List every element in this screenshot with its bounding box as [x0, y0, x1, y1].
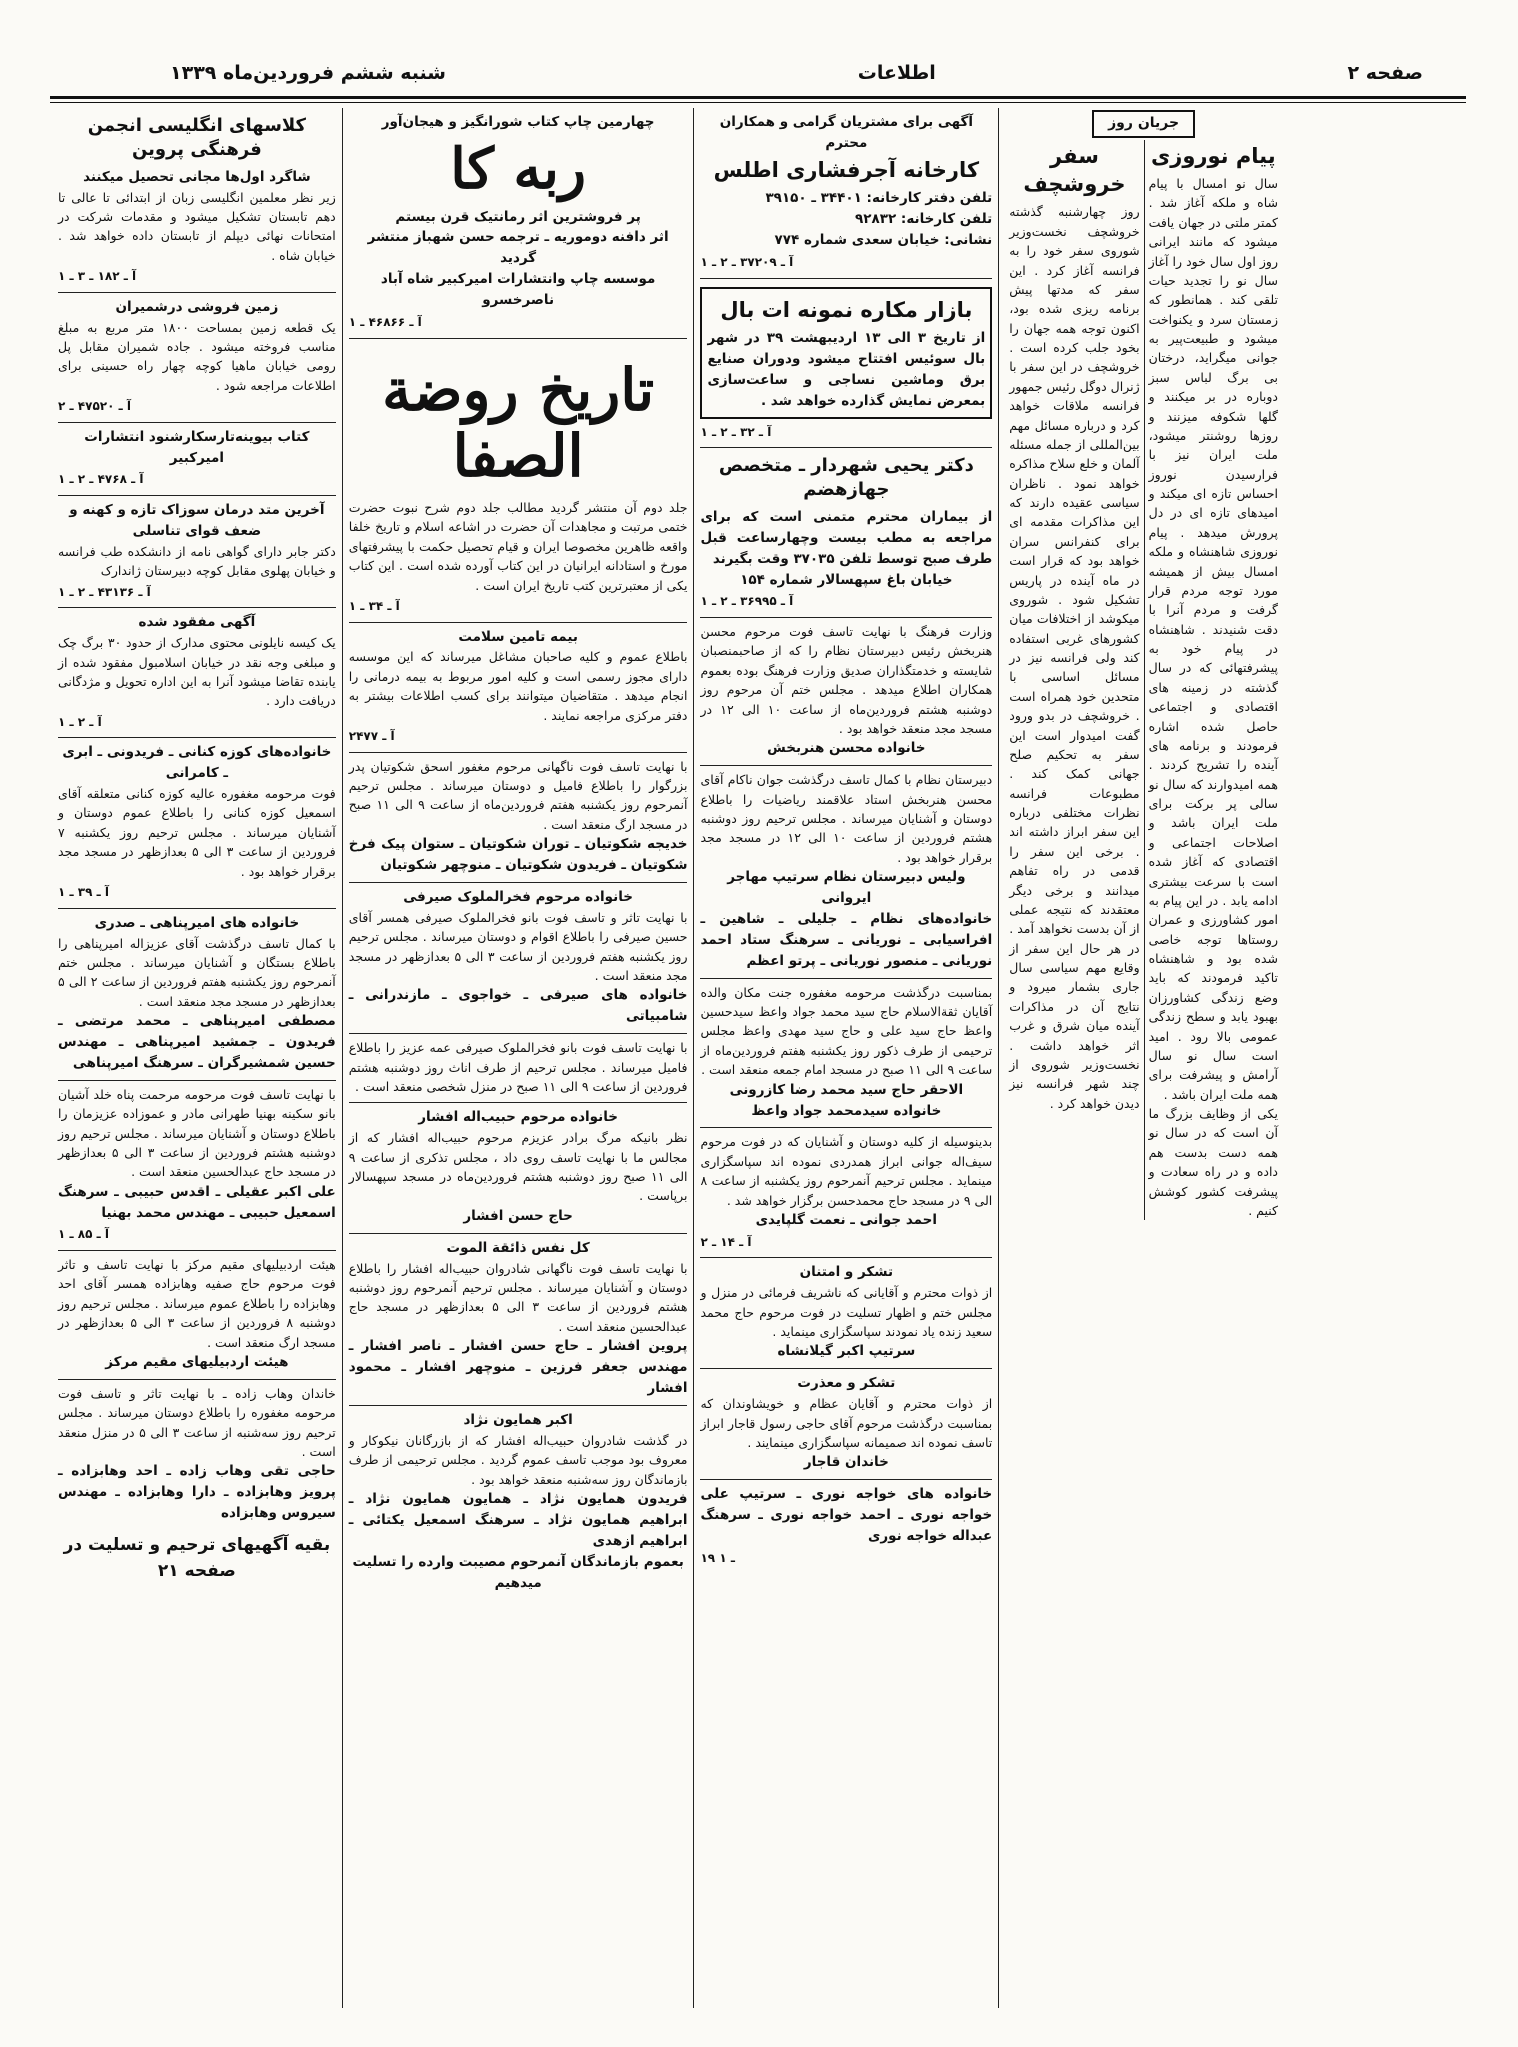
section-tag: جریان روز — [1092, 110, 1195, 138]
obituary — [700, 618, 992, 766]
obituary-title: خانواده سیدمحمد جواد واعظ — [751, 1102, 942, 1119]
obituary — [58, 1251, 336, 1380]
obituary-title: اکبر همایون نژاد — [463, 1411, 573, 1428]
obituary-text: دبیرستان نظام با کمال تاسف درگذشت جوان ناکام آقای محسن هنربخش استاد علاقمند ریاضیات را باطلاع دوستان و آشنایان میرساند . مجلس ترحیم روز دوشنبه هشتم فروردین از ساعت ۱۰ الی ۱۲ در مسجد مجد برقرار خواهد بود . — [700, 772, 993, 865]
obituary-title: احمد جوانی ـ نعمت گلپایدی — [755, 1211, 938, 1228]
ad-code: آ ـ ۲۴۷۷ — [348, 728, 395, 743]
doctor-text: از بیماران محترم متمنی است که برای مراجعه به مطب بیست وچهارساعت قبل طرف صبح توسط تلفن ۳۷۰۳۵ وقت بگیرند — [700, 508, 993, 567]
obituary-text: با نهایت تاثر و تاسف فوت بانو فخرالملوک صیرفی همسر آقای حسین صیرفی را باطلاع اقوام و دوستان میرساند . مجلس ترحیم روز یکشنبه هفتم فروردین از ساعت ۳ الی ۵ بعدازظهر در مسجد مجد منعقد است . — [348, 909, 688, 983]
obituary-names: حاجی تقی وهاب زاده ـ احد وهابزاده ـ پرویز وهابزاده ـ دارا وهابزاده ـ مهندس سیروس وهابزاده — [58, 1463, 336, 1522]
insurance-ad — [349, 623, 688, 753]
ad-code: آ ـ ۳۷۲۰۹ ـ ۲ ـ ۱ — [700, 254, 794, 269]
obituary-names: فریدون همایون نژاد ـ همایون همایون نژاد ـ ابراهیم همایون نژاد ـ سرهنگ اسمعیل یکتائی ـ ابراهیم ازهدی — [348, 1490, 688, 1549]
newspaper-page — [52, 108, 1288, 2008]
obituary — [349, 883, 688, 1034]
obituary-title: خانواده های امیرپناهی ـ صدری — [94, 914, 300, 931]
obituary-sign: حاج حسن افشار — [463, 1207, 573, 1224]
rowzat-title: تاریخ روضة الصفا — [382, 355, 655, 491]
obituary — [700, 1128, 992, 1258]
ad-code: آ ـ ۳۴ ـ ۱ — [348, 598, 400, 613]
closing-text: یکی از وظایف بزرگ ما آن است که در سال نو همه دست بدست هم داده و در راه سعادت و پیشرفت کشور کوشش کنیم . — [1148, 1106, 1278, 1218]
obituary — [349, 1406, 688, 1600]
book-author: اثر دافنه دوموریه ـ ترجمه حسن شهباز منتشر گردید — [367, 229, 669, 267]
obituary-text: هیئت اردبیلیهای مقیم مرکز با نهایت تاسف و تاثر فوت مرحوم حاج صفیه وهابزاده همسر آقای احد وهابزاده را باطلاع عموم میرساند . مجلس ترحیم روز دوشنبه ۸ فروردین از ساعت ۳ الی ۵ بعدازظهر در مسجد ارگ منعقد است . — [58, 1257, 336, 1350]
obituary-names: خانواده های صیرفی ـ خواجوی ـ مازندرانی ـ شامبیاتی — [348, 987, 688, 1025]
obituary-text: بدینوسیله از کلیه دوستان و آشنایان که در فوت مرحوم سیف‌اله جوانی ابراز همدردی نموده اند سپاسگزاری مینماید . مجلس ترحیم آنمرحوم روز یکشنبه از ساعت ۸ الی ۹ در مسجد حاج محمدحسن برگزار خواهد شد . — [700, 1134, 993, 1208]
column-ads-2 — [342, 108, 694, 2008]
insurance-title: بیمه تامین سلامت — [458, 628, 578, 645]
lost-title: آگهی مفقود شده — [138, 614, 256, 631]
column-ads-3 — [52, 108, 342, 2008]
class-text: زیر نظر معلمین انگلیسی زبان از ابتدائی تا عالی تا دهم تابستان تشکیل میشود و مقدمات شرکت در امتحانات نهائی دیپلم از تابستان داده خواهد شد . خیابان شاه . — [58, 189, 336, 263]
obituary-title: کل نفس ذائقة الموت — [446, 1239, 590, 1256]
thanks-sign: سرتیپ اکبر گیلانشاه — [777, 1343, 916, 1360]
ad-code: آ ـ ۳۹ ـ ۱ — [58, 884, 110, 899]
thanks-text: از ذوات محترم و آقایان عظام و خویشاوندان که بمناسبت درگذشت مرحوم آقای حاجی رسول قاجار ابراز تاسف نموده اند صمیمانه سپاسگزاری مینمایند . — [700, 1396, 993, 1451]
obituary-title: خانواده مرحوم حبیب‌اله افشار — [418, 1109, 619, 1126]
obituary — [58, 1081, 336, 1251]
obituary-text: نظر بانیکه مرگ برادر عزیزم مرحوم حبیب‌اله افشار که از مجالس ما با نهایت تاسف روی داد ، مجلس تذکری از ساعت ۹ الی ۱۱ صبح روز دوشنبه هشتم فروردین‌ماه در مسجد سپهسالار برپاست . — [348, 1130, 688, 1204]
obituary-title: خانواده مرحوم فخرالملوک صیرفی — [403, 888, 633, 905]
atlas-title: کارخانه آجرفشاری اطلس — [713, 157, 980, 182]
pub-title: کتاب بیوینه‌تارسکارشنود انتشارات امیرکبیر — [84, 428, 310, 466]
obituary-text: با نهایت تاسف فوت مرحومه مرحمت پناه خلد آشیان بانو سکینه بهنیا طهرانی مادر و عموزاده عزیزمان را باطلاع دوستان و آشنایان میرساند . مجلس ترحیم روز دوشنبه هشتم فروردین از ساعت ۳ الی ۵ بعدازظهر در مسجد حاج عبدالحسین منعقد است . — [58, 1086, 336, 1180]
obituary-names: مصطفی امیرپناهی ـ محمد مرتضی ـ فریدون ـ جمشید امیرپناهی ـ مهندس حسین شمشیرگران ـ سرهنگ امیرپناهی — [58, 1013, 336, 1071]
atlas-intro: آگهی برای مشتریان گرامی و همکاران محترم — [719, 114, 973, 151]
newspaper-name: اطلاعات — [857, 62, 936, 84]
continued-note: بقیه آگهیهای ترحیم و تسلیت در صفحه ۲۱ — [63, 1535, 331, 1582]
ad-code: آ ـ ۱۸۲ ـ ۳ ـ ۱ — [58, 269, 137, 284]
page-header — [170, 58, 1423, 88]
obituary-title: خانواده‌های کوزه کنانی ـ فریدونی ـ ابری ـ کامرانی — [62, 744, 332, 782]
nowruz-text: سال نو امسال با پیام شاه و ملکه آغاز شد . کمتر ملتی در جهان یافت میشود که مانند ایرانی روز اول سال خود را آغاز سال نو را تجدید حیات تلقی کند . همانطور که زمستان سرد و یکنواخت میشود و طبیعت‌پیر به جوانی میگراید، درختان بی برگ لباس سبز دوباره در بر میکنند و گلها شکوفه میزنند و روزها روشنتر میشود، ملت ایران نیز با فرارسیدن نوروز احساس تازه ای میکند و امیدهای تازه ای در دل پرورش میدهد . پیام نوروزی شاهنشاه و ملکه امسال بیش از همیشه مورد توجه مردم قرار گرفت و مردم آنرا با دقت شنیدند . شاهنشاه در پیام خود به پیشرفتهائی که در سال گذشته در زمینه های اقتصادی و اجتماعی حاصل شده اشاره فرمودند و برنامه های آینده را تشریح کردند . همه امیدوارند که سال نو سالی پر برکت برای ملت ایران باشد و اصلاحات اجتماعی و اقتصادی که آغاز شده است با سرعت بیشتری ادامه یابد . در این پیام به امور کشاورزی و عمران روستاها توجه خاصی شده بود و شاهنشاه تاکید فرمودند که باید وضع زندگی کشاورزان بهبود یابد و سطح زندگی عمومی بالا رود . امید است سال نو سال آرامش و پیشرفت برای همه ملت ایران باشد . — [1148, 176, 1278, 1102]
ad-code: ۱۹ ـ ۱ — [700, 1551, 735, 1566]
obituary — [58, 909, 336, 1081]
class-title: کلاسهای انگلیسی انجمن فرهنگی پروین — [87, 115, 307, 161]
land-title: زمین فروشی درشمیران — [115, 298, 279, 315]
doctor-ad — [58, 496, 336, 608]
footer-line: بعموم بازماندگان آنمرحوم مصیبت وارده را تسلیت میدهیم — [352, 1553, 684, 1591]
ad-code: آ ـ ۳۶۹۹۵ ـ ۲ ـ ۱ — [700, 594, 794, 609]
column-editorial — [998, 108, 1288, 2008]
obituary-names: خانواده‌های نظام ـ جلیلی ـ شاهین ـ افراسیابی ـ نوریانی ـ سرهنگ ستاد احمد نوریانی ـ منصور نوریانی ـ پرتو اعظم — [700, 910, 993, 969]
book-intro: چهارمین چاپ کتاب شورانگیز و هیجان‌آور — [381, 114, 655, 130]
atlas-line: نشانی: خیابان سعدی شماره ۷۷۴ — [774, 232, 993, 249]
obituary-names: خدیجه شکوتیان ـ توران شکوتیان ـ ستوان پیک فرخ شکوتیان ـ فریدون شکوتیان ـ منوچهر شکوتیان — [348, 836, 688, 873]
class-sub: شاگرد اول‌ها مجانی تحصیل میکنند — [83, 168, 311, 185]
khrushchev-article — [1005, 140, 1143, 1221]
obituary-text: در گذشت شادروان حبیب‌اله افشار که از بازرگانان نیکوکار و معروف بود موجب تاسف عموم گردید . مجلس ترحیمی از طرف بازماندگان روز سه‌شنبه منعقد خواهد بود . — [348, 1432, 688, 1487]
nowruz-title: پیام نوروزی — [1151, 143, 1276, 168]
obituary-text: با نهایت تاسف فوت بانو فخرالملوک صیرفی عمه عزیز را باطلاع فامیل میرساند . مجلس ترحیم از طرف اناث روز دوشنبه هشتم فروردین از ساعت ۹ الی ۱۱ صبح در منزل شخصی منعقد است . — [348, 1040, 688, 1094]
rowzat-ad — [349, 339, 688, 623]
doctor-address: خیابان باغ سپهسالار شماره ۱۵۴ — [740, 571, 953, 588]
ad-code: آ ـ ۴۷۶۸ ـ ۲ ـ ۱ — [58, 472, 144, 487]
obituary-text: خاندان وهاب زاده ـ با نهایت تاثر و تاسف فوت مرحومه مغفوره را باطلاع دوستان میرساند . مجلس ترحیم روز سه‌شنبه از ساعت ۳ الی ۵ در منزل منعقد است . — [58, 1385, 336, 1459]
bazaar-text: از تاریخ ۳ الی ۱۳ اردیبهشت ۳۹ در شهر بال سوئیس افتتاح میشود ودوران صنایع برق وماشین نساجی و ساعت‌سازی بمعرض نمایش گذارده خواهد شد . — [707, 329, 986, 409]
header-rule-thin — [50, 102, 1466, 103]
pub-ad — [58, 423, 336, 496]
thanks-text: از ذوات محترم و آقایانی که ناشریف فرمائی در منزل و مجلس ختم و اظهار تسلیت در فوت مرحوم حاج محمد سعید زنده یاد نمودند سپاسگزاری مینماید . — [700, 1285, 993, 1340]
nowruz-article — [1144, 140, 1282, 1221]
obituary-title: خانواده محسن هنربخش — [767, 740, 926, 757]
header-rule — [50, 96, 1466, 99]
issue-date: شنبه ششم فروردین‌ماه ۱۳۳۹ — [170, 62, 446, 84]
insurance-text: باطلاع عموم و کلیه صاحبان مشاغل میرساند که این موسسه دارای مجوز رسمی است و کلیه امور مربوط به بیمه درمانی را انجام میدهد . متقاضیان میتوانند برای کسب اطلاعات بیشتر به دفتر مرکزی مراجعه نمایند . — [348, 649, 688, 723]
book-ad — [349, 108, 688, 339]
obituary-text: با کمال تاسف درگذشت آقای عزیزاله امیرپناهی را باطلاع بستگان و آشنایان میرساند . مجلس ختم آنمرحوم روز یکشنبه هفتم فروردین از ساعت ۲ الی ۵ بعدازظهر در مسجد مجد منعقد است . — [58, 935, 336, 1009]
thanks-notice — [700, 1480, 992, 1573]
thanks-title: تشکر و امتنان — [799, 1264, 894, 1281]
book-title: ربه کا — [450, 135, 587, 202]
ad-code: آ ـ ۴۷۵۲۰ ـ ۲ — [58, 399, 131, 414]
obituary — [349, 1034, 688, 1103]
ad-code: آ ـ ۱۴ ـ ۲ — [700, 1234, 752, 1249]
obituary — [58, 738, 336, 908]
lost-text: یک کیسه نایلونی محتوی مدارک از حدود ۳۰ برگ چک و مبلغی وجه نقد در خیابان اسلامبول مفقود شده از یابنده تقاضا میشود آنرا به این اداره تحویل و مژدگانی دریافت دارد . — [58, 635, 336, 709]
obituary — [349, 1234, 688, 1406]
atlas-ad — [700, 108, 992, 279]
thanks-notice — [700, 1369, 992, 1480]
thanks-sign: خاندان قاجار — [803, 1454, 889, 1471]
lost-ad — [58, 608, 336, 738]
obituary-text: وزارت فرهنگ با نهایت تاسف فوت مرحوم محسن هنربخش رئیس دبیرستان نظام را که از صاحبمنصبان شایسته و خدمتگذاران صدیق وزارت فرهنگ بوده بعموم همکاران اطلاع میدهد . مجلس ختم آن مرحوم روز دوشنبه هشتم فروردین‌ماه از ساعت ۱۰ الی ۱۲ در مسجد مجد منعقد خواهد بود . — [700, 624, 993, 736]
thanks-notice — [700, 1258, 992, 1369]
class-ad — [58, 108, 336, 293]
khrushchev-title: سفر خروشچف — [1023, 143, 1126, 197]
atlas-line: تلفن دفتر کارخانه: ۳۴۴۰۱ ـ ۳۹۱۵۰ — [765, 190, 993, 207]
ad-code: آ ـ ۴۳۱۳۶ ـ ۲ ـ ۱ — [58, 584, 151, 599]
obituary-text: بمناسبت درگذشت مرحومه مغفوره جنت مکان والده آقایان ثقة‌الاسلام حاج سید محمد جواد واعظ سیدحسین واعظ حاج سید علی و حاج سید مهدی واعظ مجلس ترحیمی از طرف ذکور روز یکشنبه هفتم فروردین‌ماه از ساعت ۹ الی ۱۱ صبح در مسجد امام جمعه منعقد است . — [700, 984, 993, 1078]
book-desc: پر فروشترین اثر رمانتیک قرن بیستم — [395, 208, 641, 225]
land-ad — [58, 293, 336, 423]
obituary — [700, 979, 992, 1129]
bazaar-title: بازار مکاره نمونه ات بال — [720, 297, 973, 322]
doctor-ad — [700, 448, 992, 618]
rowzat-text: جلد دوم آن منتشر گردید مطالب جلد دوم شرح نبوت حضرت ختمی مرتبت و مجاهدات آن حضرت در اشاعه اسلام و تاریخ خلفا واقعه ظاهرین مخصوصا ایران و قیام تحصیل حکمت با پیشرفتهای مورخ و استادانه ایرانیان در این کتاب آورده شده است . این کتاب یکی از معتبرترین کتب تاریخ ایران است . — [348, 500, 688, 593]
doctor-title: دکتر یحیی شهردار ـ متخصص جهازهضم — [718, 455, 974, 501]
bazaar-ad — [700, 279, 992, 449]
obituary-names: علی اکبر عقیلی ـ اقدس حبیبی ـ سرهنگ اسمعیل حبیبی ـ مهندس محمد بهنیا — [58, 1183, 336, 1221]
atlas-line: تلفن کارخانه: ۹۲۸۳۲ — [855, 211, 993, 228]
thanks-text: خانواده های خواجه نوری ـ سرتیپ علی خواجه نوری ـ احمد خواجه نوری ـ سرهنگ عبداله خواجه نوری — [700, 1486, 993, 1545]
obituary-title: ولیس دبیرستان نظام سرتیپ مهاجر ایروانی — [727, 869, 966, 907]
doctor-text: دکتر جابر دارای گواهی نامه از دانشکده طب فرانسه و خیابان پهلوی مقابل کوچه دبیرستان ژاندارک — [58, 543, 336, 579]
obituary-names: پروین افشار ـ حاج حسن افشار ـ ناصر افشار ـ مهندس جعفر فرزین ـ منوچهر افشار ـ محمود افشار — [348, 1338, 688, 1396]
obituary-text: فوت مرحومه مغفوره عالیه کوزه کنانی متعلقه آقای اسمعیل کوزه کنانی را باطلاع عموم دوستان و آشنایان میرساند . مجلس ترحیم روز یکشنبه ۷ فروردین از ساعت ۳ الی ۵ بعدازظهر در مسجد مجد برقرار خواهد بود . — [58, 786, 336, 879]
ad-code: آ ـ ۴۶۸۶۶ ـ ۱ — [348, 315, 422, 330]
obituary-text: با نهایت تاسف فوت ناگهانی مرحوم مغفور اسحق شکوتیان پدر بزرگوار را باطلاع فامیل و دوستان میرساند . مجلس ترحیم آنمرحوم روز یکشنبه هفتم فروردین‌ماه از ساعت ۹ الی ۱۱ صبح در مسجد ارگ منعقد است . — [348, 758, 688, 832]
obituary — [349, 1103, 688, 1233]
obituary — [700, 766, 992, 978]
obituary-sign: الاحقر حاج سید محمد رضا کازرونی — [729, 1081, 964, 1098]
land-text: یک قطعه زمین بمساحت ۱۸۰۰ متر مربع به مبلغ مناسب فروخته میشود . جاده شمیران مقابل پل رومی خیابان ماهیا کوچه چهار راه حسینی برای اطلاعات مراجعه شود . — [58, 319, 336, 393]
obituary — [58, 1380, 336, 1591]
ad-code: آ ـ ۸۵ ـ ۱ — [58, 1227, 110, 1242]
thanks-title: تشکر و معذرت — [797, 1375, 896, 1392]
book-publisher: موسسه چاپ وانتشارات امیرکبیر شاه آباد ناصرخسرو — [380, 271, 656, 309]
editorial-columns — [1005, 140, 1282, 1221]
column-ads-1 — [693, 108, 998, 2008]
obituary-sign: هیئت اردبیلیهای مقیم مرکز — [105, 1353, 289, 1370]
ad-code: آ ـ ۳۲ ـ ۲ ـ ۱ — [700, 424, 772, 439]
ad-code: آ ـ ۲ ـ ۱ — [58, 714, 102, 729]
obituary-text: با نهایت تاسف فوت ناگهانی شادروان حبیب‌اله افشار را باطلاع دوستان و آشنایان میرساند . مجلس ترحیم آنمرحوم روز دوشنبه هشتم فروردین از ساعت ۳ الی ۵ بعدازظهر در مسجد حاج عبدالحسین منعقد است . — [348, 1260, 688, 1334]
page-number: صفحه ۲ — [1347, 62, 1423, 84]
obituary — [349, 753, 688, 883]
doctor-title: آخرین متد درمان سوزاک تازه و کهنه و ضعف قوای تناسلی — [69, 502, 325, 539]
khrushchev-text: روز چهارشنبه گذشته خروشچف نخست‌وزیر شوروی سفر خود را به فرانسه آغاز کرد . این سفر که مدتها پیش برنامه ریزی شده بود، اکنون توجه همه جهان را بخود جلب کرده است . خروشچف در این سفر با ژنرال دوگل رئیس جمهور فرانسه ملاقات خواهد کرد و درباره مسائل مهم بین‌المللی از جمله مسئله آلمان و خلع سلاح مذاکره خواهد نمود . ناظران سیاسی عقیده دارند که این مذاکرات مقدمه ای برای کنفرانس سران خواهد بود که قرار است در ماه آینده در پاریس تشکیل شود . شوروی میکوشد از اختلافات میان کشورهای غربی استفاده کند ولی فرانسه نیز در مسائل اساسی با متحدین خود همراه است . خروشچف در بدو ورود گفت امیدوار است این سفر به تحکیم صلح جهانی کمک کند . مطبوعات فرانسه نظرات مختلفی درباره این سفر ابراز داشته اند . برخی این سفر را قدمی در راه تفاهم میدانند و برخی دیگر معتقدند که نتیجه عملی از آن بدست نخواهد آمد . در هر حال این سفر از وقایع مهم سیاسی سال جاری بشمار میرود و نتایج آن در مذاکرات آینده میان شرق و غرب اثر خواهد داشت . نخست‌وزیر شوروی از چند شهر فرانسه نیز دیدن خواهد کرد . — [1009, 204, 1140, 1111]
bazaar-box — [700, 287, 992, 419]
